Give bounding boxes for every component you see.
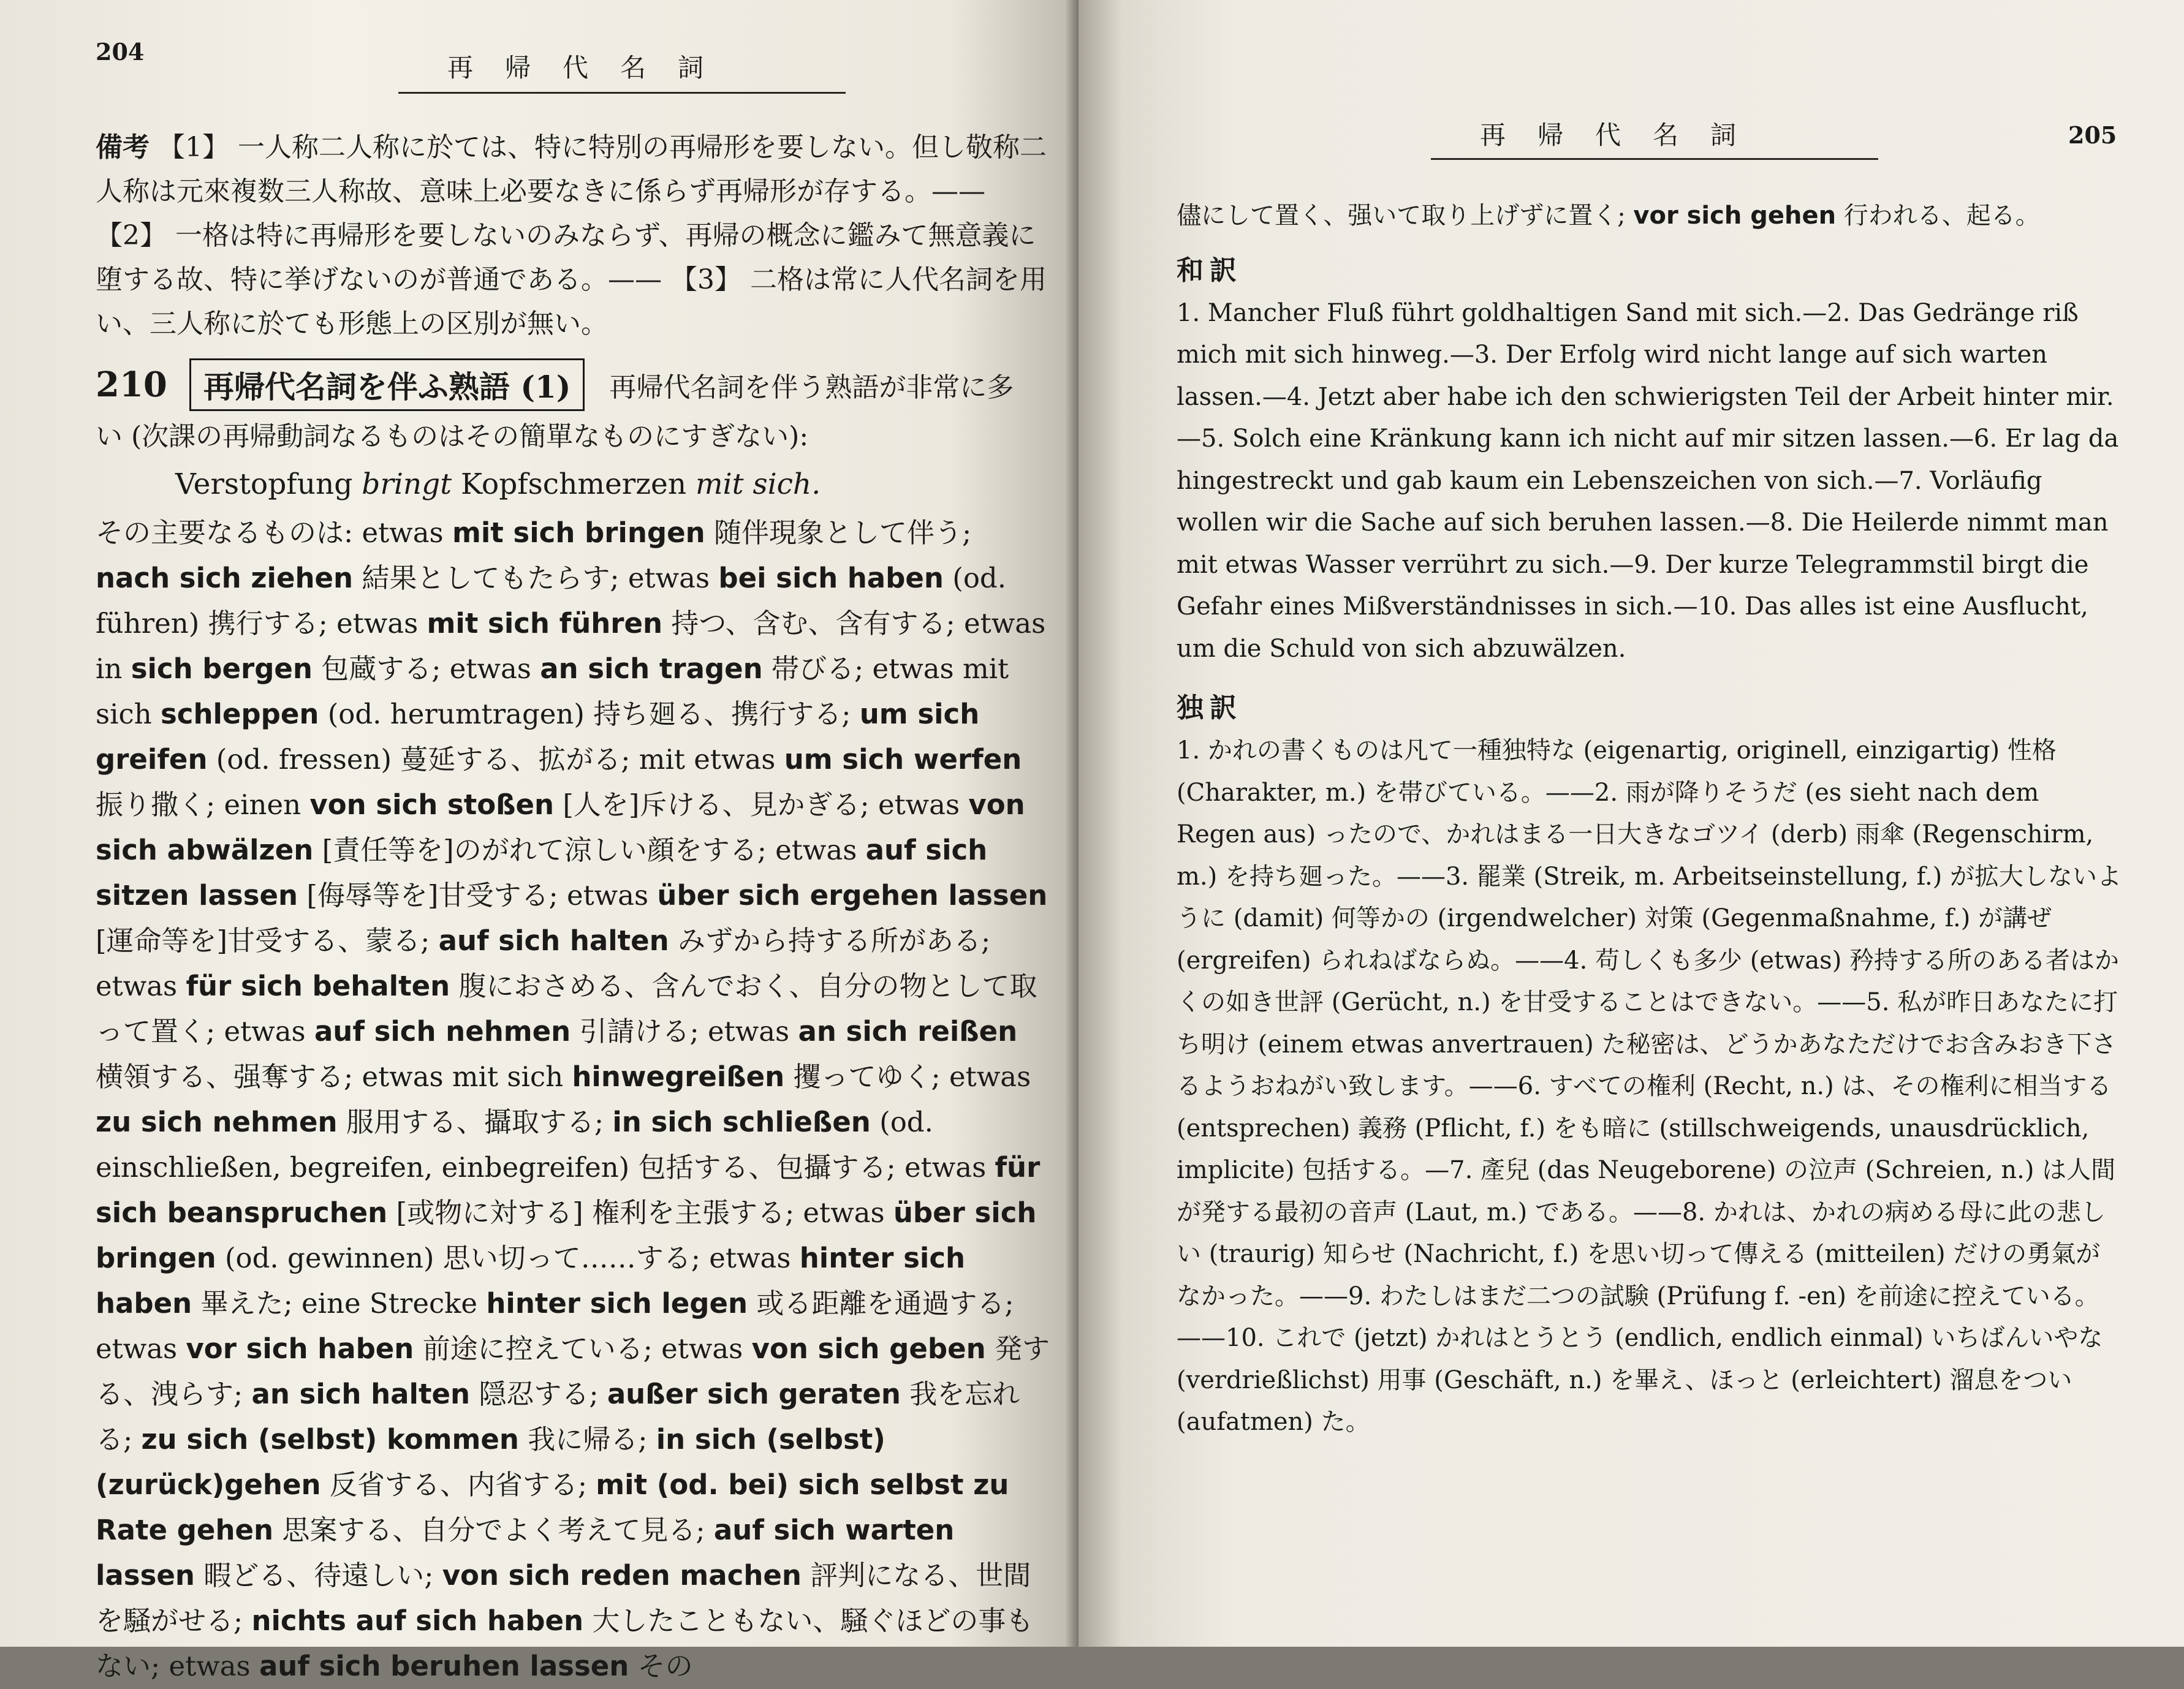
idiom-phrase: nach sich ziehen	[96, 562, 354, 594]
idiom-item	[141, 1423, 656, 1456]
idiom-prefix: einen	[224, 788, 310, 821]
idiom-gloss: (od. gewinnen) 思い切って……する;	[216, 1242, 710, 1274]
example-part: Kopfschmerzen	[452, 467, 696, 501]
idiom-gloss: 畢えた;	[192, 1287, 301, 1320]
running-head-right: 再帰代名詞	[1480, 120, 1769, 150]
right-page	[1079, 0, 2184, 1647]
idiom-phrase: mit sich führen	[427, 607, 663, 640]
page-number-left: 204	[96, 38, 145, 66]
idiom-phrase: außer sich geraten	[607, 1378, 901, 1410]
idiom-phrase: von sich reden machen	[442, 1559, 802, 1592]
section-text-german-translation: 1. かれの書くものは凡て一種独特な (eigenartig, originell, einzigartig) 性格 (Charakter, m.) を帯びている。——2. 雨が降りそうだ (es sieht nach dem Regen aus) ったので、かれはまる一日大きなゴツイ (derb) 雨傘 (Regenschirm, m.) を持ち廻った。——3. 罷業 (Streik, m. Arbeitseinstellung, f.) が拡大しないように (damit) 何等かの (irgendwelcher) 対策 (Gegenmaßnahme, f.) が講ぜ (ergreifen) られねばならぬ。——4. 苟しくも多少 (etwas) 矜持する所のある者はかくの如き世評 (Gerücht, n.) を甘受することはできない。——5. 私が昨日あなたに打ち明け (einem etwas anvertrauen) た秘密は、どうかあなただけでお含みおき下さるようおねがい致します。——6. すべての権利 (Recht, n.) は、その権利に相当する (entsprechen) 義務 (Pflicht, f.) をも暗に (stillschweigends, unausdrücklich, implicite) 包括する。—7. 產兒 (das Neugeborene) の泣声 (Schreien, n.) は人間が発する最初の音声 (Laut, m.) である。——8. かれは、かれの病める母に此の悲しい (traurig) 知らせ (Nachricht, f.) を思い切って傳える (mitteilen) だけの勇氣がなかった。——9. わたしはまだ二つの試験 (Prüfung f. -en) を前途に控えている。——10. これで (jetzt) かれはとうとう (endlich, endlich einmal) いちばんいやな (verdrießlichst) 用事 (Geschäft, n.) を畢え、ほっと (erleichtert) 溜息をつい (aufatmen) た。	[1177, 736, 2121, 1436]
idiom-gloss: 服用する、攝取する;	[337, 1106, 613, 1138]
idiom-gloss: 振り撒く;	[96, 788, 224, 821]
idiom-prefix: mit etwas	[639, 743, 784, 776]
idiom-gloss: 持つ、含む、含有する;	[662, 607, 965, 640]
idiom-gloss: [運命等を]甘受する、蒙る;	[96, 924, 439, 957]
idiom-prefix: etwas	[803, 1196, 893, 1229]
section-text-japanese-translation: 1. Mancher Fluß führt goldhaltigen Sand mit sich.—2. Das Gedränge riß mich mit sich hinweg.—3. Der Erfolg wird nicht lange auf sich warten lassen.—4. Jetzt aber habe ich den schwierigsten Teil der Arbeit hinter mir.—5. Solch eine Kränkung kann ich nicht auf mir sitzen lassen.—6. Er lag da hingestreckt und gab kaum ein Lebenszeichen von sich.—7. Vorläufig wollen wir die Sache auf sich beruhen lassen.—8. Die Heilerde nimmt man mit etwas Wasser verrührt zu sich.—9. Der kurze Telegrammstil birgt die Gefahr eines Mißverständnisses in sich.—10. Das alles ist eine Ausflucht, um die Schuld von sich abzuwälzen.	[1177, 298, 2119, 663]
idiom-prefix: その主要なるものは: etwas	[96, 516, 452, 549]
idiom-prefix: etwas mit sich	[362, 1060, 572, 1093]
idiom-phrase: an sich tragen	[540, 652, 763, 685]
header-rule-left	[398, 92, 846, 94]
idiom-prefix: etwas	[949, 1060, 1031, 1093]
idiom-gloss: 腹におさめる、含んでおく、自分の物として取って置く;	[96, 970, 1037, 1048]
idiom-prefix: etwas	[96, 970, 186, 1002]
entry-intro-continued: い (次課の再帰動詞なるものはその簡單なものにすぎない):	[96, 421, 809, 452]
idiom-continuation	[1177, 195, 2123, 237]
idiom-gloss: 評判になる、世間を騒がせる;	[96, 1559, 1031, 1637]
idiom-phrase: für sich beanspruchen	[96, 1151, 1041, 1229]
idiom-prefix: eine Strecke	[301, 1287, 487, 1320]
idiom-phrase: bei sich haben	[718, 562, 944, 594]
left-page	[0, 0, 1079, 1682]
idiom-item	[224, 1015, 708, 1048]
idiom-phrase: um sich greifen	[96, 698, 980, 776]
idiom-prefix: etwas	[708, 1015, 798, 1048]
idiom-prefix: etwas mit sich	[96, 652, 1009, 730]
idiom-phrase: auf sich sitzen lassen	[96, 834, 988, 912]
idiom-phrase: nichts auf sich haben	[251, 1604, 584, 1637]
idiom-phrase: von sich abwälzen	[96, 788, 1025, 866]
idiom-item	[224, 788, 878, 821]
example-italic-verb: bringt	[362, 467, 452, 501]
idiom-gloss: 或る距離を通過する;	[748, 1287, 1014, 1320]
idiom-gloss: 我に帰る;	[518, 1423, 656, 1456]
idiom-phrase: in sich schließen	[612, 1106, 871, 1138]
idiom-gloss: [人を]斥ける、見かぎる;	[554, 788, 878, 821]
continuation-gloss: 行われる、起る。	[1836, 202, 2040, 230]
entry-number: 210	[96, 365, 167, 405]
idiom-gloss: 結果としてもたらす;	[353, 562, 628, 594]
idiom-prefix: etwas	[566, 879, 658, 912]
example-italic-phrase: mit sich.	[696, 467, 821, 501]
left-body	[96, 126, 1052, 1689]
idiom-item	[96, 516, 971, 549]
idiom-prefix: etwas	[449, 652, 540, 685]
idiom-item	[450, 652, 873, 685]
remark-1-number: 【1】	[158, 132, 229, 163]
entry-title: 再帰代名詞を伴ふ熟語 (1)	[189, 358, 585, 411]
idiom-phrase: hinter sich haben	[96, 1242, 966, 1320]
idiom-gloss: 前途に控えている;	[414, 1332, 662, 1365]
idiom-prefix: etwas	[628, 562, 719, 594]
idiom-prefix: etwas	[169, 1650, 259, 1682]
idiom-gloss: 大したこともない、騒ぐほどの事もない;	[96, 1604, 1034, 1682]
idiom-phrase: zu sich nehmen	[96, 1106, 338, 1138]
entry-intro: 再帰代名詞を伴う熟語が非常に多	[609, 372, 1014, 403]
idiom-gloss: (od. einschließen, begreifen, einbegreifen) 包括する、包攝する;	[96, 1106, 933, 1184]
idiom-item	[336, 607, 964, 640]
idiom-phrase: über sich bringen	[96, 1196, 1037, 1274]
running-head-left: 再帰代名詞	[447, 53, 736, 83]
idiom-gloss: [或物に対する] 権利を主張する;	[387, 1196, 803, 1229]
idiom-phrase: um sich werfen	[784, 743, 1022, 776]
remarks-paragraph	[96, 126, 1052, 346]
remark-2-number: 【2】	[96, 220, 167, 251]
remark-3-number: 【3】	[670, 264, 741, 295]
idiom-phrase: sich bergen	[131, 652, 313, 685]
idiom-phrase: in sich (selbst) (zurück)gehen	[96, 1423, 885, 1501]
idiom-prefix: etwas in	[96, 607, 1046, 685]
idiom-phrase: vor sich haben	[186, 1332, 414, 1365]
right-body	[1177, 195, 2123, 1443]
idiom-phrase: hinter sich legen	[486, 1287, 748, 1320]
remarks-label: 備考	[96, 132, 150, 163]
idiom-phrase: mit sich bringen	[452, 516, 705, 549]
idiom-phrase: an sich reißen	[798, 1015, 1018, 1048]
idiom-item	[96, 1332, 661, 1365]
idiom-phrase: auf sich nehmen	[314, 1015, 571, 1048]
idiom-gloss: 暇どる、待遠しい;	[194, 1559, 442, 1592]
idiom-phrase: an sich halten	[251, 1378, 471, 1410]
header-rule-right	[1431, 158, 1878, 160]
idiom-prefix: etwas	[904, 1151, 995, 1184]
idiom-prefix: etwas	[878, 788, 969, 821]
idiom-gloss: 包蔵する;	[312, 652, 450, 685]
remark-2-text: 一格は特に再帰形を要しないのみならず、再帰の概念に鑑みて無意義に堕する故、特に挙げないのが普通である。——	[96, 220, 1036, 295]
idiom-prefix: etwas	[661, 1332, 752, 1365]
idiom-item	[439, 924, 991, 957]
example-part: Verstopfung	[175, 467, 362, 501]
entry-heading	[96, 358, 1052, 411]
idiom-gloss: 隠忍する;	[470, 1378, 607, 1410]
idiom-gloss: 発する、洩らす;	[96, 1332, 1050, 1410]
remark-3-text: 二格は常に人代名詞を用い、三人称に於ても形態上の区別が無い。	[96, 264, 1047, 339]
idiom-phrase: auf sich halten	[438, 924, 669, 957]
idiom-list	[96, 510, 1052, 1689]
idiom-gloss: その	[629, 1650, 693, 1682]
idiom-gloss: 引請ける;	[571, 1015, 708, 1048]
idiom-gloss: 我を忘れる;	[96, 1378, 1020, 1456]
idiom-phrase: über sich ergehen lassen	[657, 879, 1048, 912]
idiom-phrase: für sich behalten	[186, 970, 450, 1002]
remark-1-text: 一人称二人称に於ては、特に特別の再帰形を要しない。但し敬称二人称は元來複数三人称故、意味上必要なきに係らず再帰形が存する。——	[96, 132, 1047, 207]
idiom-phrase: von sich stoßen	[309, 788, 555, 821]
idiom-prefix: etwas	[96, 1332, 186, 1365]
idiom-item	[96, 562, 628, 594]
idiom-gloss: [侮辱等を]甘受する;	[298, 879, 567, 912]
idiom-gloss: (od. führen) 携行する;	[96, 562, 1007, 640]
example-sentence	[96, 459, 1052, 510]
idiom-gloss: [責任等を]のがれて涼しい顔をする;	[313, 834, 776, 866]
section-title-german-translation: 独訳	[1177, 692, 1243, 724]
section-title-japanese-translation: 和訳	[1177, 254, 1243, 286]
idiom-phrase: mit (od. bei) sich selbst zu Rate gehen	[96, 1468, 1009, 1546]
idiom-gloss: 横領する、强奪する;	[96, 1060, 362, 1093]
idiom-prefix: etwas	[336, 607, 427, 640]
idiom-gloss: 随伴現象として伴う;	[705, 516, 972, 549]
idiom-gloss: 攫ってゆく;	[784, 1060, 950, 1093]
idiom-phrase: auf sich warten lassen	[96, 1514, 955, 1592]
idiom-gloss: (od. fressen) 蔓延する、拡がる;	[207, 743, 639, 776]
idiom-prefix: etwas	[224, 1015, 314, 1048]
idiom-gloss: (od. herumtragen) 持ち廻る、携行する;	[319, 698, 860, 730]
continuation-idiom: vor sich gehen	[1633, 202, 1837, 230]
idiom-prefix: etwas	[709, 1242, 800, 1274]
continuation-text: 儘にして置く、强いて取り上げずに置く;	[1177, 202, 1634, 230]
idiom-gloss: 反省する、内省する;	[320, 1468, 596, 1501]
idiom-gloss: みずから持する所がある;	[669, 924, 991, 957]
page-number-right: 205	[2068, 121, 2117, 149]
idiom-item	[301, 1287, 1014, 1320]
idiom-item	[362, 1060, 949, 1093]
idiom-gloss: 帯びる;	[762, 652, 873, 685]
idiom-item	[169, 1650, 692, 1682]
idiom-phrase: hinwegreißen	[572, 1060, 785, 1093]
idiom-phrase: auf sich beruhen lassen	[259, 1650, 629, 1682]
idiom-gloss: 思案する、自分でよく考えて見る;	[273, 1514, 714, 1546]
idiom-phrase: zu sich (selbst) kommen	[141, 1423, 519, 1456]
idiom-prefix: etwas	[775, 834, 866, 866]
idiom-phrase: schleppen	[160, 698, 319, 730]
idiom-item	[251, 1378, 607, 1410]
idiom-phrase: von sich geben	[751, 1332, 986, 1365]
